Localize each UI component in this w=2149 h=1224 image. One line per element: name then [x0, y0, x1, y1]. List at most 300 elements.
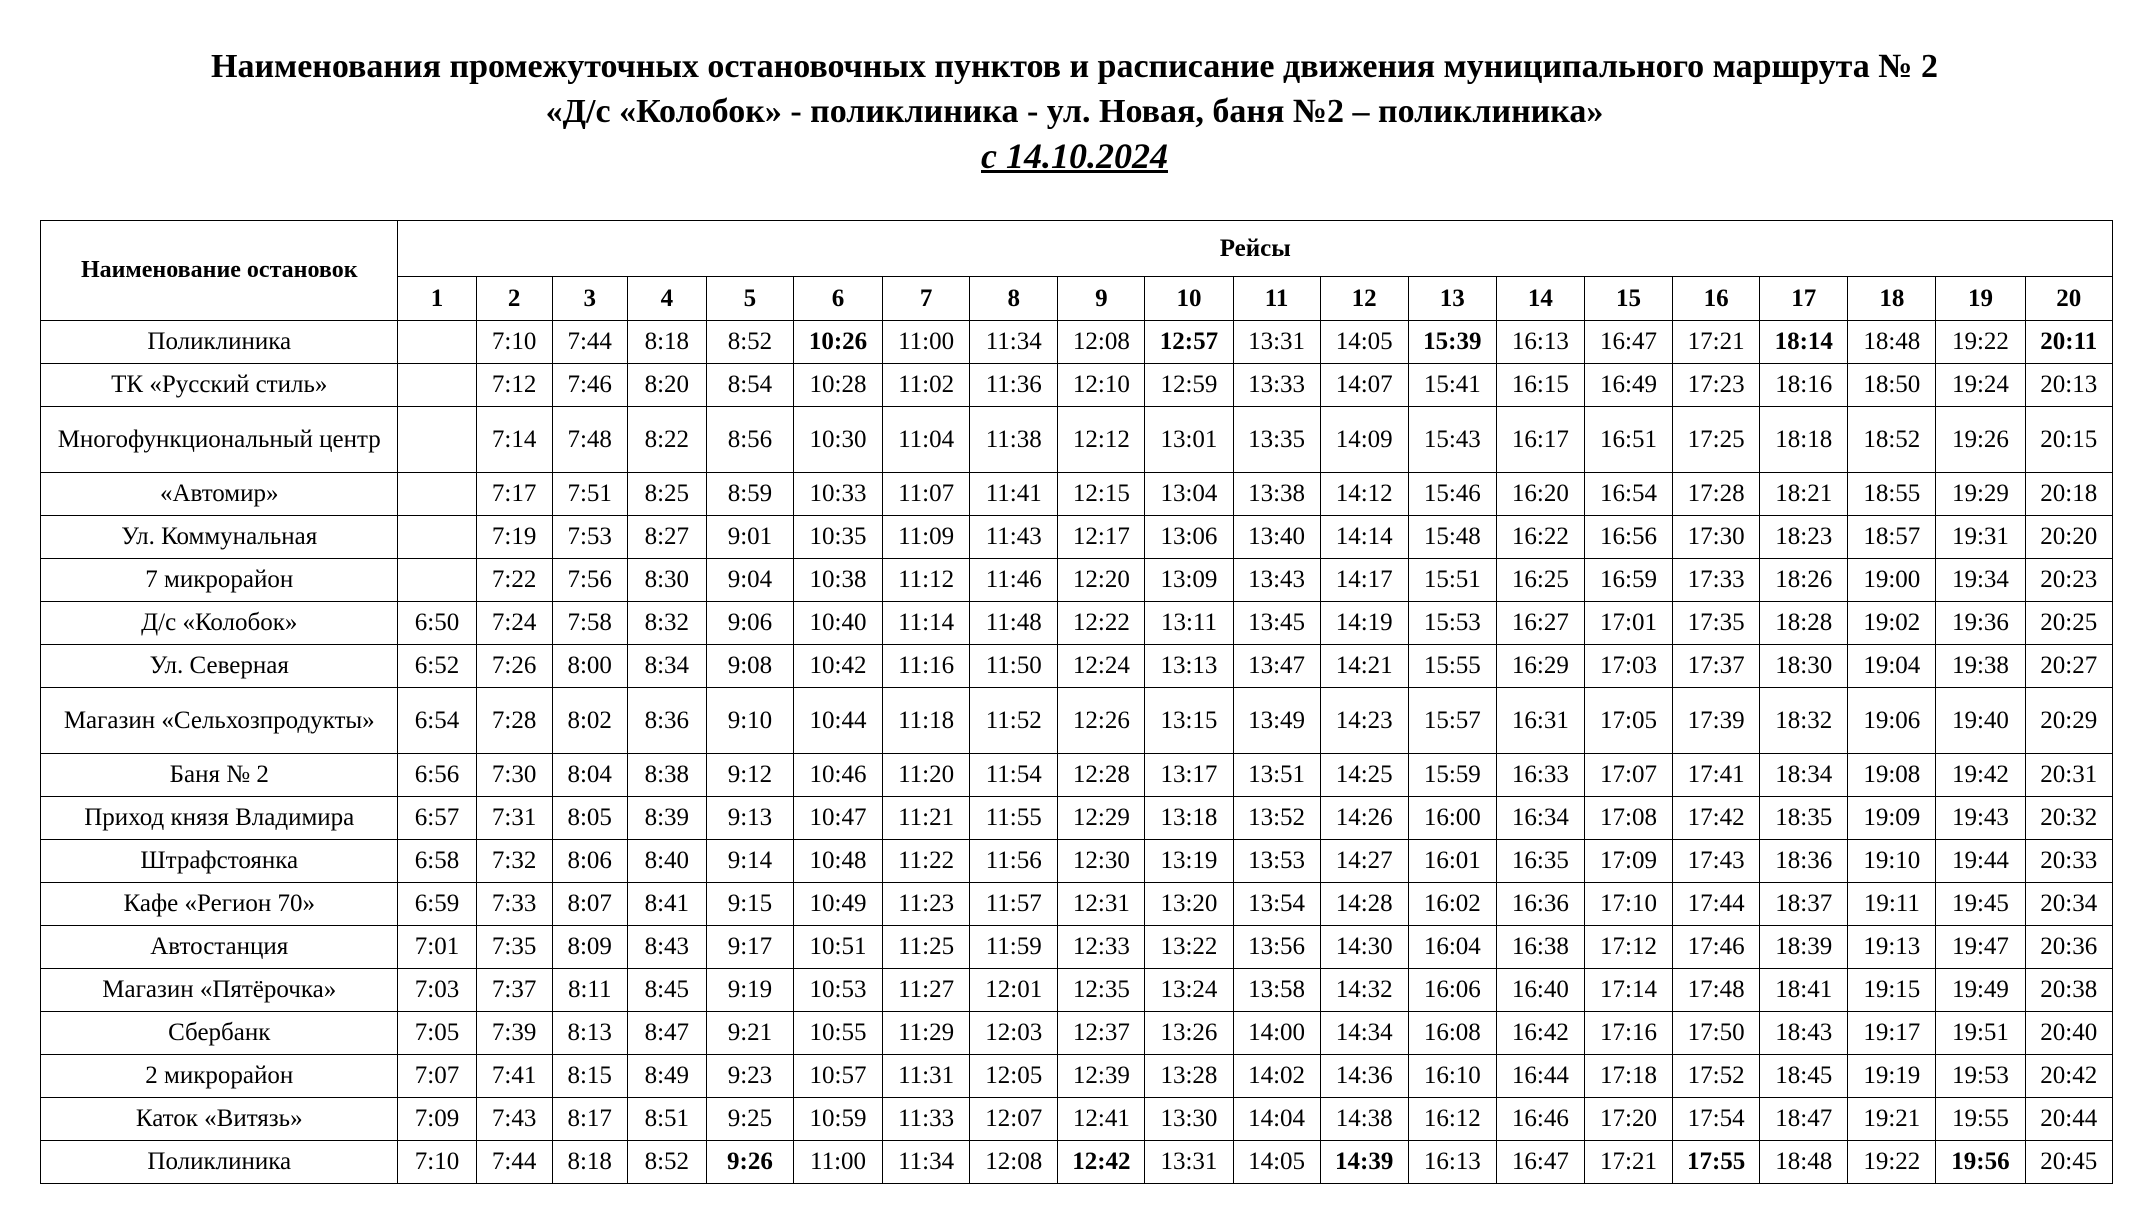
departure-time: 15:41 — [1408, 364, 1496, 407]
departure-time — [398, 473, 476, 516]
departure-time: 17:12 — [1584, 926, 1672, 969]
table-row — [41, 840, 2113, 883]
departure-time: 10:28 — [793, 364, 882, 407]
departure-time: 8:18 — [552, 1141, 627, 1184]
departure-time: 11:52 — [970, 688, 1058, 754]
departure-time: 16:59 — [1584, 559, 1672, 602]
departure-time: 20:32 — [2025, 797, 2113, 840]
departure-time: 18:50 — [1848, 364, 1936, 407]
departure-time: 14:02 — [1233, 1055, 1320, 1098]
departure-time: 9:08 — [706, 645, 793, 688]
departure-time: 17:46 — [1673, 926, 1760, 969]
departure-time: 17:30 — [1673, 516, 1760, 559]
departure-time: 17:55 — [1673, 1141, 1760, 1184]
table-row — [41, 1141, 2113, 1184]
departure-time: 16:36 — [1496, 883, 1584, 926]
departure-time: 20:27 — [2025, 645, 2113, 688]
departure-time: 19:31 — [1936, 516, 2025, 559]
departure-time: 15:43 — [1408, 407, 1496, 473]
departure-time: 13:13 — [1145, 645, 1233, 688]
departure-time: 12:17 — [1058, 516, 1145, 559]
departure-time: 17:10 — [1584, 883, 1672, 926]
departure-time: 13:53 — [1233, 840, 1320, 883]
departure-time: 20:29 — [2025, 688, 2113, 754]
trip-number-header: 7 — [883, 277, 970, 321]
departure-time: 13:33 — [1233, 364, 1320, 407]
departure-time: 13:15 — [1145, 688, 1233, 754]
departure-time: 12:08 — [1058, 321, 1145, 364]
departure-time: 8:30 — [627, 559, 706, 602]
departure-time: 13:04 — [1145, 473, 1233, 516]
trips-header: Рейсы — [398, 221, 2113, 277]
stop-name: 7 микрорайон — [41, 559, 398, 602]
departure-time: 6:52 — [398, 645, 476, 688]
trip-number-header: 6 — [793, 277, 882, 321]
departure-time: 16:34 — [1496, 797, 1584, 840]
departure-time: 20:34 — [2025, 883, 2113, 926]
departure-time: 18:30 — [1760, 645, 1848, 688]
departure-time: 11:43 — [970, 516, 1058, 559]
departure-time: 12:29 — [1058, 797, 1145, 840]
departure-time: 8:52 — [706, 321, 793, 364]
departure-time: 7:12 — [476, 364, 552, 407]
departure-time: 8:51 — [627, 1098, 706, 1141]
departure-time: 18:48 — [1760, 1141, 1848, 1184]
departure-time: 7:26 — [476, 645, 552, 688]
stop-name: ТК «Русский стиль» — [41, 364, 398, 407]
departure-time: 13:17 — [1145, 754, 1233, 797]
departure-time: 17:33 — [1673, 559, 1760, 602]
departure-time: 6:50 — [398, 602, 476, 645]
departure-time: 8:41 — [627, 883, 706, 926]
departure-time: 20:18 — [2025, 473, 2113, 516]
departure-time: 14:28 — [1320, 883, 1408, 926]
departure-time: 7:22 — [476, 559, 552, 602]
departure-time: 8:02 — [552, 688, 627, 754]
departure-time: 15:53 — [1408, 602, 1496, 645]
departure-time: 17:09 — [1584, 840, 1672, 883]
departure-time: 9:15 — [706, 883, 793, 926]
stop-name: Магазин «Пятёрочка» — [41, 969, 398, 1012]
departure-time: 7:10 — [476, 321, 552, 364]
departure-time: 11:00 — [793, 1141, 882, 1184]
departure-time: 20:44 — [2025, 1098, 2113, 1141]
trip-number-header: 15 — [1584, 277, 1672, 321]
departure-time: 11:16 — [883, 645, 970, 688]
table-row — [41, 645, 2113, 688]
departure-time: 10:38 — [793, 559, 882, 602]
departure-time: 12:42 — [1058, 1141, 1145, 1184]
departure-time: 16:42 — [1496, 1012, 1584, 1055]
title-line-2: «Д/с «Колобок» - поликлиника - ул. Новая, баня №2 – поликлиника» — [545, 93, 1604, 130]
departure-time: 8:38 — [627, 754, 706, 797]
trip-number-header: 8 — [970, 277, 1058, 321]
table-row — [41, 926, 2113, 969]
departure-time: 12:35 — [1058, 969, 1145, 1012]
departure-time: 8:43 — [627, 926, 706, 969]
departure-time: 19:24 — [1936, 364, 2025, 407]
departure-time: 19:13 — [1848, 926, 1936, 969]
trip-number-header: 19 — [1936, 277, 2025, 321]
departure-time: 14:38 — [1320, 1098, 1408, 1141]
departure-time: 8:32 — [627, 602, 706, 645]
departure-time: 13:49 — [1233, 688, 1320, 754]
departure-time: 10:59 — [793, 1098, 882, 1141]
departure-time: 8:25 — [627, 473, 706, 516]
departure-time: 14:27 — [1320, 840, 1408, 883]
departure-time: 8:20 — [627, 364, 706, 407]
stop-name: Д/с «Колобок» — [41, 602, 398, 645]
departure-time: 16:47 — [1584, 321, 1672, 364]
departure-time: 13:35 — [1233, 407, 1320, 473]
departure-time: 10:51 — [793, 926, 882, 969]
departure-time: 9:10 — [706, 688, 793, 754]
departure-time: 7:19 — [476, 516, 552, 559]
table-row — [41, 321, 2113, 364]
departure-time: 14:00 — [1233, 1012, 1320, 1055]
departure-time: 10:26 — [793, 321, 882, 364]
table-row — [41, 602, 2113, 645]
departure-time: 9:25 — [706, 1098, 793, 1141]
departure-time: 7:53 — [552, 516, 627, 559]
departure-time: 11:38 — [970, 407, 1058, 473]
departure-time: 20:38 — [2025, 969, 2113, 1012]
departure-time: 12:24 — [1058, 645, 1145, 688]
departure-time: 11:34 — [883, 1141, 970, 1184]
departure-time: 12:37 — [1058, 1012, 1145, 1055]
departure-time: 9:12 — [706, 754, 793, 797]
departure-time — [398, 559, 476, 602]
departure-time: 18:39 — [1760, 926, 1848, 969]
departure-time: 17:39 — [1673, 688, 1760, 754]
departure-time: 15:39 — [1408, 321, 1496, 364]
departure-time: 13:56 — [1233, 926, 1320, 969]
departure-time: 18:18 — [1760, 407, 1848, 473]
departure-time: 11:41 — [970, 473, 1058, 516]
departure-time: 7:24 — [476, 602, 552, 645]
trip-number-header: 11 — [1233, 277, 1320, 321]
departure-time: 10:42 — [793, 645, 882, 688]
departure-time: 11:29 — [883, 1012, 970, 1055]
departure-time: 8:40 — [627, 840, 706, 883]
departure-time: 9:01 — [706, 516, 793, 559]
departure-time: 11:55 — [970, 797, 1058, 840]
trip-number-header: 18 — [1848, 277, 1936, 321]
departure-time: 16:15 — [1496, 364, 1584, 407]
departure-time: 20:13 — [2025, 364, 2113, 407]
stop-name-header: Наименование остановок — [41, 221, 398, 321]
table-row — [41, 754, 2113, 797]
departure-time: 14:05 — [1233, 1141, 1320, 1184]
departure-time: 14:14 — [1320, 516, 1408, 559]
departure-time: 17:28 — [1673, 473, 1760, 516]
departure-time: 11:20 — [883, 754, 970, 797]
stop-name: Поликлиника — [41, 321, 398, 364]
departure-time: 17:54 — [1673, 1098, 1760, 1141]
departure-time: 8:09 — [552, 926, 627, 969]
departure-time: 19:02 — [1848, 602, 1936, 645]
departure-time: 10:40 — [793, 602, 882, 645]
departure-time: 7:01 — [398, 926, 476, 969]
departure-time: 13:54 — [1233, 883, 1320, 926]
departure-time: 19:19 — [1848, 1055, 1936, 1098]
departure-time: 14:32 — [1320, 969, 1408, 1012]
departure-time: 13:11 — [1145, 602, 1233, 645]
departure-time: 7:07 — [398, 1055, 476, 1098]
table-row — [41, 797, 2113, 840]
departure-time: 14:39 — [1320, 1141, 1408, 1184]
departure-time: 12:08 — [970, 1141, 1058, 1184]
schedule-body — [41, 321, 2113, 1184]
departure-time: 16:10 — [1408, 1055, 1496, 1098]
departure-time: 19:38 — [1936, 645, 2025, 688]
departure-time: 14:23 — [1320, 688, 1408, 754]
departure-time: 20:45 — [2025, 1141, 2113, 1184]
stop-name: Ул. Коммунальная — [41, 516, 398, 559]
departure-time: 13:09 — [1145, 559, 1233, 602]
stop-name: Поликлиника — [41, 1141, 398, 1184]
departure-time: 17:41 — [1673, 754, 1760, 797]
departure-time: 16:00 — [1408, 797, 1496, 840]
departure-time: 13:31 — [1145, 1141, 1233, 1184]
departure-time: 16:38 — [1496, 926, 1584, 969]
departure-time: 16:31 — [1496, 688, 1584, 754]
departure-time: 9:06 — [706, 602, 793, 645]
departure-time: 18:52 — [1848, 407, 1936, 473]
departure-time: 16:20 — [1496, 473, 1584, 516]
departure-time: 7:51 — [552, 473, 627, 516]
departure-time: 18:23 — [1760, 516, 1848, 559]
departure-time: 18:45 — [1760, 1055, 1848, 1098]
departure-time: 20:23 — [2025, 559, 2113, 602]
stop-name: Магазин «Сельхозпродукты» — [41, 688, 398, 754]
departure-time: 18:48 — [1848, 321, 1936, 364]
departure-time: 12:07 — [970, 1098, 1058, 1141]
departure-time: 19:22 — [1936, 321, 2025, 364]
departure-time: 19:00 — [1848, 559, 1936, 602]
departure-time: 18:14 — [1760, 321, 1848, 364]
departure-time: 20:42 — [2025, 1055, 2113, 1098]
departure-time: 17:08 — [1584, 797, 1672, 840]
departure-time: 17:05 — [1584, 688, 1672, 754]
departure-time: 19:06 — [1848, 688, 1936, 754]
departure-time: 14:07 — [1320, 364, 1408, 407]
departure-time: 12:57 — [1145, 321, 1233, 364]
departure-time: 8:39 — [627, 797, 706, 840]
departure-time: 9:23 — [706, 1055, 793, 1098]
title-line-1: Наименования промежуточных остановочных пунктов и расписание движения муниципального маршрута № 2 — [211, 48, 1938, 85]
departure-time: 13:31 — [1233, 321, 1320, 364]
departure-time: 7:56 — [552, 559, 627, 602]
departure-time: 16:47 — [1496, 1141, 1584, 1184]
departure-time: 9:13 — [706, 797, 793, 840]
departure-time: 11:33 — [883, 1098, 970, 1141]
trip-number-header: 9 — [1058, 277, 1145, 321]
departure-time: 16:27 — [1496, 602, 1584, 645]
departure-time: 8:49 — [627, 1055, 706, 1098]
departure-time: 7:48 — [552, 407, 627, 473]
document-title — [0, 44, 2149, 180]
table-row — [41, 1055, 2113, 1098]
departure-time: 15:51 — [1408, 559, 1496, 602]
departure-time: 7:44 — [476, 1141, 552, 1184]
departure-time: 16:56 — [1584, 516, 1672, 559]
departure-time: 18:41 — [1760, 969, 1848, 1012]
departure-time: 19:51 — [1936, 1012, 2025, 1055]
departure-time: 17:43 — [1673, 840, 1760, 883]
departure-time: 13:28 — [1145, 1055, 1233, 1098]
departure-time: 16:17 — [1496, 407, 1584, 473]
departure-time: 15:57 — [1408, 688, 1496, 754]
departure-time: 18:26 — [1760, 559, 1848, 602]
departure-time: 19:56 — [1936, 1141, 2025, 1184]
departure-time: 8:36 — [627, 688, 706, 754]
departure-time: 19:26 — [1936, 407, 2025, 473]
departure-time: 8:34 — [627, 645, 706, 688]
departure-time: 19:55 — [1936, 1098, 2025, 1141]
departure-time: 12:22 — [1058, 602, 1145, 645]
stop-name: 2 микрорайон — [41, 1055, 398, 1098]
departure-time: 19:17 — [1848, 1012, 1936, 1055]
departure-time: 17:42 — [1673, 797, 1760, 840]
departure-time: 16:46 — [1496, 1098, 1584, 1141]
departure-time: 12:30 — [1058, 840, 1145, 883]
stop-name: Баня № 2 — [41, 754, 398, 797]
departure-time: 13:43 — [1233, 559, 1320, 602]
departure-time: 7:10 — [398, 1141, 476, 1184]
departure-time: 16:44 — [1496, 1055, 1584, 1098]
departure-time: 16:29 — [1496, 645, 1584, 688]
departure-time: 8:52 — [627, 1141, 706, 1184]
departure-time: 19:45 — [1936, 883, 2025, 926]
stop-name: Штрафстоянка — [41, 840, 398, 883]
departure-time: 12:10 — [1058, 364, 1145, 407]
departure-time: 11:18 — [883, 688, 970, 754]
departure-time: 18:55 — [1848, 473, 1936, 516]
departure-time: 14:34 — [1320, 1012, 1408, 1055]
stop-name: «Автомир» — [41, 473, 398, 516]
trip-number-header: 1 — [398, 277, 476, 321]
departure-time: 17:48 — [1673, 969, 1760, 1012]
departure-time: 19:49 — [1936, 969, 2025, 1012]
trip-number-header: 10 — [1145, 277, 1233, 321]
departure-time: 10:35 — [793, 516, 882, 559]
departure-time — [398, 321, 476, 364]
departure-time: 18:57 — [1848, 516, 1936, 559]
trip-number-header: 13 — [1408, 277, 1496, 321]
departure-time: 11:56 — [970, 840, 1058, 883]
departure-time: 9:17 — [706, 926, 793, 969]
departure-time: 8:47 — [627, 1012, 706, 1055]
table-row — [41, 688, 2113, 754]
departure-time: 15:59 — [1408, 754, 1496, 797]
table-row — [41, 364, 2113, 407]
departure-time: 19:40 — [1936, 688, 2025, 754]
departure-time: 10:49 — [793, 883, 882, 926]
departure-time: 13:38 — [1233, 473, 1320, 516]
departure-time: 8:17 — [552, 1098, 627, 1141]
departure-time: 14:26 — [1320, 797, 1408, 840]
table-row — [41, 473, 2113, 516]
departure-time: 8:27 — [627, 516, 706, 559]
departure-time: 19:47 — [1936, 926, 2025, 969]
departure-time: 6:57 — [398, 797, 476, 840]
departure-time: 19:08 — [1848, 754, 1936, 797]
departure-time: 7:43 — [476, 1098, 552, 1141]
departure-time: 7:39 — [476, 1012, 552, 1055]
departure-time: 17:37 — [1673, 645, 1760, 688]
departure-time: 7:31 — [476, 797, 552, 840]
departure-time: 8:07 — [552, 883, 627, 926]
departure-time: 6:58 — [398, 840, 476, 883]
departure-time: 10:55 — [793, 1012, 882, 1055]
departure-time: 17:03 — [1584, 645, 1672, 688]
departure-time: 11:31 — [883, 1055, 970, 1098]
departure-time: 16:40 — [1496, 969, 1584, 1012]
departure-time: 17:35 — [1673, 602, 1760, 645]
stop-name: Сбербанк — [41, 1012, 398, 1055]
departure-time: 6:56 — [398, 754, 476, 797]
departure-time: 18:35 — [1760, 797, 1848, 840]
trip-number-header: 4 — [627, 277, 706, 321]
departure-time: 18:43 — [1760, 1012, 1848, 1055]
departure-time: 7:46 — [552, 364, 627, 407]
departure-time: 11:36 — [970, 364, 1058, 407]
departure-time: 17:16 — [1584, 1012, 1672, 1055]
departure-time: 14:30 — [1320, 926, 1408, 969]
departure-time: 14:05 — [1320, 321, 1408, 364]
departure-time — [398, 364, 476, 407]
departure-time: 14:09 — [1320, 407, 1408, 473]
departure-time: 19:34 — [1936, 559, 2025, 602]
departure-time: 18:16 — [1760, 364, 1848, 407]
departure-time: 13:47 — [1233, 645, 1320, 688]
departure-time: 8:04 — [552, 754, 627, 797]
trip-number-header: 20 — [2025, 277, 2113, 321]
departure-time: 17:21 — [1584, 1141, 1672, 1184]
trip-number-header: 12 — [1320, 277, 1408, 321]
departure-time: 11:07 — [883, 473, 970, 516]
departure-time: 7:44 — [552, 321, 627, 364]
departure-time: 13:18 — [1145, 797, 1233, 840]
departure-time: 16:54 — [1584, 473, 1672, 516]
departure-time: 8:05 — [552, 797, 627, 840]
trip-number-header: 2 — [476, 277, 552, 321]
departure-time: 20:36 — [2025, 926, 2113, 969]
departure-time: 16:49 — [1584, 364, 1672, 407]
departure-time: 17:21 — [1673, 321, 1760, 364]
departure-time: 13:45 — [1233, 602, 1320, 645]
effective-date: с 14.10.2024 — [981, 136, 1168, 176]
departure-time: 17:18 — [1584, 1055, 1672, 1098]
departure-time: 19:04 — [1848, 645, 1936, 688]
trip-number-header: 17 — [1760, 277, 1848, 321]
departure-time: 16:33 — [1496, 754, 1584, 797]
departure-time: 7:37 — [476, 969, 552, 1012]
departure-time: 20:15 — [2025, 407, 2113, 473]
departure-time: 11:34 — [970, 321, 1058, 364]
departure-time: 7:03 — [398, 969, 476, 1012]
departure-time: 16:06 — [1408, 969, 1496, 1012]
departure-time — [398, 407, 476, 473]
departure-time: 12:31 — [1058, 883, 1145, 926]
departure-time: 10:48 — [793, 840, 882, 883]
departure-time: 6:59 — [398, 883, 476, 926]
departure-time: 11:22 — [883, 840, 970, 883]
departure-time: 19:29 — [1936, 473, 2025, 516]
departure-time: 15:48 — [1408, 516, 1496, 559]
departure-time: 7:17 — [476, 473, 552, 516]
